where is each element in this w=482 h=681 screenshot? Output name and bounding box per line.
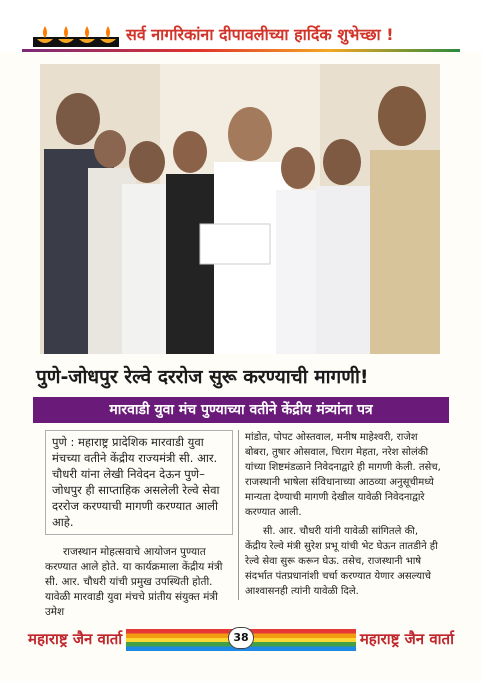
article-subheadline-bar (33, 397, 449, 423)
page-footer (22, 625, 460, 657)
right-paragraph-2: सी. आर. चौधरी यांनी यावेळी सांगितले की, केंद्रीय रेल्वे मंत्री सुरेश प्रभू यांची भेट घेऊन तातडीने ही रेल्वे सेवा सुरू करून घेऊ. तसेच, राजस्थानी भाषे संदर्भात पंतप्रधानांशी चर्चा करण्यात येणार असल्याचे आश्वासनही त्यांनी यावेळी दिले. (245, 526, 438, 597)
footer-title-right: महाराष्ट्र जैन वार्ता (359, 630, 454, 648)
page-number: 38 (228, 627, 254, 649)
intro-box: पुणे : महाराष्ट्र प्रादेशिक मारवाडी युवा मंचच्या वतीने केंद्रीय राज्यमंत्री सी. आर. चौधरी यांना लेखी निवेदन देऊन पुणे–जोधपुर ही साप्ताहिक असलेली रेल्वे सेवा दररोज करण्याची मागणी करण्यात आली आहे. (45, 430, 233, 535)
left-column (45, 430, 233, 624)
right-paragraph-1: मांडोत, पोपट ओस्तवाल, मनीष माहेश्वरी, राजेश बोबरा, तुषार ओसवाल, चिराग मेहता, नरेश सोलंकी यांच्या शिष्टमंडळाने निवेदनाद्वारे ही मागणी केली. तसेच, राजस्थानी भाषेला संविधानाच्या आठव्या अनुसूचीमध्ये मान्यता देण्याची मागणी देखील यावेळी निवेदनाद्वारे करण्यात आली. (245, 432, 441, 518)
greeting-banner: सर्व नागरिकांना दीपावलीच्या हार्दिक शुभेच्छा ! (126, 25, 394, 44)
right-column (245, 430, 441, 603)
left-paragraph: राजस्थान मोहत्सवाचे आयोजन पुण्यात करण्यात आले होते. या कार्यक्रमाला केंद्रीय मंत्री सी. आर. चौधरी यांची प्रमुख उपस्थिती होती. यावेळी मारवाडी युवा मंचचे प्रांतीय संयुक्त मंत्री उमेश (45, 546, 223, 618)
top-banner (0, 0, 482, 52)
banner-divider (22, 49, 460, 52)
footer-title-left: महाराष्ट्र जैन वार्ता (28, 630, 123, 648)
article-headline: पुणे-जोधपुर रेल्वे दररोज सुरू करण्याची मागणी! (36, 366, 369, 388)
article-photo (40, 64, 440, 354)
article-subheadline: मारवाडी युवा मंच पुण्याच्या वतीने केंद्रीय मंत्र्यांना पत्र (109, 402, 373, 418)
column-divider (238, 430, 239, 600)
diya-lamps-icon (33, 23, 119, 47)
